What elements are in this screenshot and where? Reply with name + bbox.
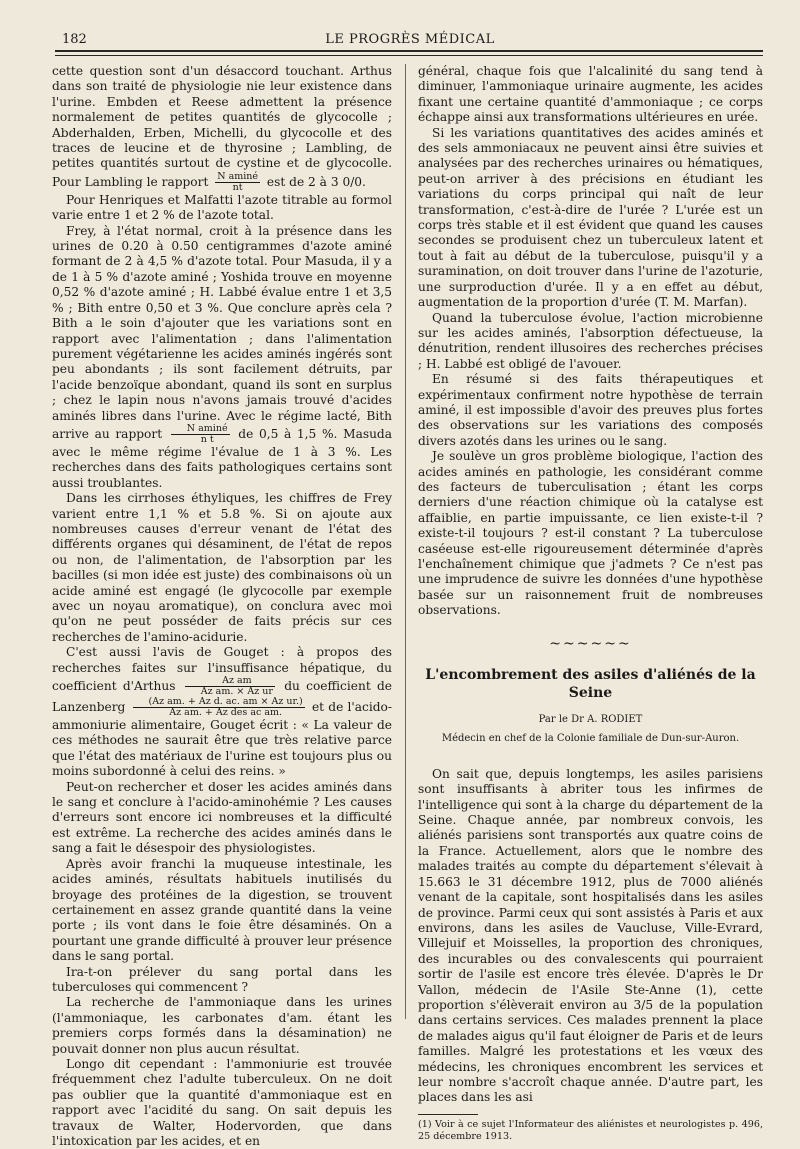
paragraph: général, chaque fois que l'alcalinité du sang tend à diminuer, l'ammoniaque urinaire augmente, les acides fixant une certaine quantité d'ammoniaque ; ce corps échappe ainsi aux transformations ultérieures en urée. xyxy=(418,64,763,125)
fraction xyxy=(215,172,260,193)
denominator: Az am. + Az des ac am. xyxy=(169,707,283,719)
paragraph: Quand la tuberculose évolue, l'action microbienne sur les acides aminés, l'absorption défectueuse, la dénutrition, rendent illusoires des recherches précises ; H. Labbé est obligé de l'avouer. xyxy=(418,310,763,371)
paragraph: Après avoir franchi la muqueuse intestinale, les acides aminés, résultats habituels inutilisés du broyage des protéines de la digestion, se trouvent certainement en assez grande quantité dans la veine porte ; ils vont dans le foie être désaminés. On a pourtant une grande difficulté à prouver leur présence dans le sang portal. xyxy=(52,856,392,964)
denominator: n t xyxy=(200,433,214,445)
section-ornament: ~~~~~~ xyxy=(549,635,632,652)
left-column xyxy=(52,64,393,1148)
paragraph: Peut-on rechercher et doser les acides aminés dans le sang et conclure à l'acido-aminohémie ? Les causes d'erreurs sont encore ici nombreuses et la difficulté est extrême. La recherche des acides aminés dans le sang a fait le désespoir des physiologistes. xyxy=(52,779,392,856)
text: du coefficient de Lanzenberg xyxy=(52,679,393,715)
header-rule xyxy=(55,50,763,52)
paragraph xyxy=(52,64,392,193)
fraction xyxy=(185,676,275,697)
denominator: nt xyxy=(232,181,243,193)
paragraph xyxy=(52,645,392,779)
right-column xyxy=(418,64,763,1142)
running-title: LE PROGRÈS MÉDICAL xyxy=(325,32,495,47)
text: de 0,5 à 1,5 %. Masuda avec le même régime l'évalue de 1 à 3 %. Les recherches dans des faits pathologiques certains sont aussi troublantes. xyxy=(52,426,393,490)
text: C'est aussi l'avis de Gouget : à propos des recherches faites sur l'insuffisance hépatique, du coefficient d'Arthus xyxy=(52,645,392,694)
numerator: N aminé xyxy=(217,170,259,182)
paragraph: La recherche de l'ammoniaque dans les urines (l'ammoniaque, les carbonates d'am. étant les premiers corps formés dans la désamination) ne pouvait donner non plus aucun résultat. xyxy=(52,995,392,1056)
text: Frey, à l'état normal, croit à la présence dans les urines de 0.20 à 0.50 centigrammes d'azote aminé formant de 2 à 4,5 % d'azote total. Pour Masuda, il y a de 1 à 5 % d'azote aminé ; Yoshida trouve en moyenne 0,52 % d'azote aminé ; H. Labbé évalue entre 1 et 3,5 % ; Bith entre 0,50 et 3 %. Que conclure après cela ? Bith a le soin d'ajouter que les variations sont en rapport avec l'alimentation ; dans l'alimentation purement végétarienne les acides aminés ingérés sont peu abondants ; ils sont facilement détruits, par l'acide benzoïque abondant, quand ils sont en surplus ; chez le lapin nous n'avons jamais trouvé d'acides aminés libres dans l'urine. Avec le régime lacté, Bith arrive au rapport xyxy=(52,223,392,441)
paragraph: Pour Henriques et Malfatti l'azote titrable au formol varie entre 1 et 2 % de l'azote total. xyxy=(52,192,392,223)
fraction xyxy=(133,697,305,718)
page-header xyxy=(50,24,770,46)
author-affiliation: Médecin en chef de la Colonie familiale de Dun-sur-Auron. xyxy=(441,733,740,745)
footnote: (1) Voir à ce sujet l'Informateur des aliénistes et neurologistes p. 496, 25 décembre 1913. xyxy=(418,1118,763,1142)
paragraph xyxy=(52,224,392,492)
text: et de l'acido-ammoniurie alimentaire, Gouget écrit : « La valeur de ces méthodes ne saurait être que très relative parce que l'état des matériaux de l'urine est toujours plus ou moins subordonné à celui des reins. » xyxy=(52,700,392,779)
paragraph: Si les variations quantitatives des acides aminés et des sels ammoniacaux ne peuvent ainsi être suivies et analysées par des recherches urinaires ou hématiques, peut-on arriver à des précisions en étudiant les variations du corps principal qui naît de leur transformation, c'est-à-dire de l'urée ? L'urée est un corps très stable et il est évident que quand les causes secondes se produisent chez un tuberculeux latent et tout à fait au début de la tuberculose, puisqu'il y a suramination, on doit trouver dans l'urine de l'azoturie, une surproduction d'urée. Il y a en effet au début, augmentation de la proportion d'urée (T. M. Marfan). xyxy=(418,125,763,310)
text: est de 2 à 3 0/0. xyxy=(266,174,366,189)
column-separator xyxy=(405,64,406,1019)
article-title: L'encombrement des asiles d'aliénés de la Seine xyxy=(425,667,756,702)
paragraph: Ira-t-on prélever du sang portal dans les tuberculoses qui commencent ? xyxy=(52,964,392,994)
numerator: N aminé xyxy=(171,424,230,435)
paragraph: Je soulève un gros problème biologique, l'action des acides aminés en pathologie, les considérant comme des facteurs de tuberculisation ; étant les corps derniers d'une réaction chimique où la catalyse est affaiblie, en partie impuissante, ce lien existe-t-il ? existe-t-il toujours ? est-il constant ? La tuberculose caséeuse est-elle rigoureusement déterminée d'après l'enchaînement chimique que j'admets ? Ce n'est pas une imprudence de suivre les données d'une hypothèse basée sur un raisonnement fruit de nombreuses observations. xyxy=(418,449,763,618)
text: cette question sont d'un désaccord touchant. Arthus dans son traité de physiologie nie leur existence dans l'urine. Embden et Reese admettent la présence normalement de petites quantités de glycocolle ; Abderhalden, Erben, Michelli, du glycocolle et des traces de leucine et de thyrosine ; Lambling, de petites quantités surtout de cystine et de glycocolle. Pour Lambling le rapport xyxy=(52,64,392,189)
fraction xyxy=(171,424,230,445)
paragraph: Longo dit cependant : l'ammoniurie est trouvée fréquemment chez l'adulte tuberculeux. On ne doit pas oublier que la quantité d'ammoniaque est en rapport avec l'acidité du sang. On sait depuis les travaux de Walter, Hodervorden, que dans l'intoxication par les acides, et en xyxy=(52,1056,392,1148)
numerator: (Az am. + Az d. ac. am × Az ur.) xyxy=(133,697,305,708)
header-rule-thin xyxy=(55,55,763,56)
footnote-rule xyxy=(418,1114,478,1115)
numerator: Az am xyxy=(185,676,275,687)
page-number: 182 xyxy=(62,32,87,47)
article-byline: Par le Dr A. RODIET xyxy=(538,714,643,726)
paragraph: On sait que, depuis longtemps, les asiles parisiens sont insuffisants à abriter tous les infirmes de l'intelligence qui sont à la charge du département de la Seine. Chaque année, par nombreux convois, les aliénés parisiens sont transportés aux quatre coins de la France. Actuellement, alors que le nombre des malades traités au compte du département s'élevait à 15.663 le 31 décembre 1912, plus de 7000 aliénés venant de la capitale, sont hospitalisés dans les asiles de province. Parmi ceux qui sont assistés à Paris et aux environs, dans les asiles de Vaucluse, Ville-Evrard, Villejuif et Moisselles, la proportion des chroniques, des incurables ou des convalescents qui pourraient sortir de l'asile est encore très élevée. D'après le Dr Vallon, médecin de l'Asile Ste-Anne (1), cette proportion s'élèverait environ au 3/5 de la population dans certains services. Ces malades prennent la place de malades aigus qu'il faut éloigner de Paris et de leurs familles. Malgré les protestations et les vœux des médecins, les chroniques encombrent les services et leur nombre s'accroît chaque année. D'autre part, les places dans les asi xyxy=(418,766,763,1105)
paragraph: En résumé si des faits thérapeutiques et expérimentaux confirment notre hypothèse de terrain aminé, il est impossible d'avoir des preuves plus fortes des observations sur les variations des composés divers azotés dans les urines ou le sang. xyxy=(418,372,763,448)
denominator: Az am. × Az ur xyxy=(200,686,273,698)
paragraph: Dans les cirrhoses éthyliques, les chiffres de Frey varient entre 1,1 % et 5.8 %. Si on ajoute aux nombreuses causes d'erreur venant de l'état des différents organes qui désaminent, de l'état de repos ou non, de l'alimentation, de l'absorption par les bacilles (si mon idée est juste) des combinaisons où un acide aminé est engagé (le glycocolle par exemple avec un noyau aromatique), on conclura avec moi qu'on ne peut posséder de faits précis sur ces recherches de l'amino-acidurie. xyxy=(52,491,392,644)
